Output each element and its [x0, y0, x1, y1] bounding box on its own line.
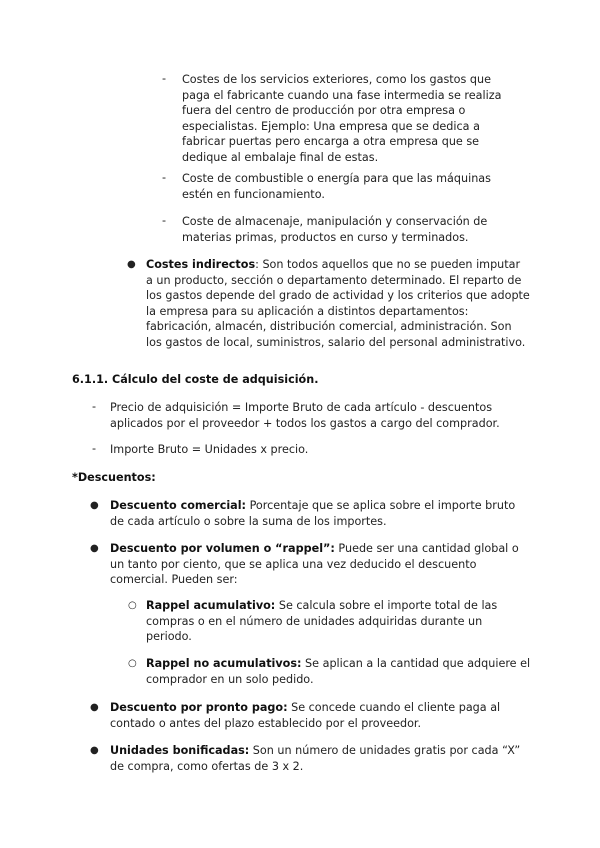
paragraph-descuento-comercial: [110, 498, 532, 529]
section-heading: 6.1.1. Cálculo del coste de adquisición.: [72, 373, 319, 386]
dash-marker: -: [92, 400, 97, 413]
paragraph-costes-indirectos: [146, 257, 530, 351]
dash-marker: -: [92, 442, 97, 455]
circle-marker: ○: [128, 600, 137, 611]
paragraph-rappel-acumulativo: [146, 598, 528, 645]
text-descuento-pronto-pago: Se concede cuando el cliente paga al contado o antes del plazo establecido por el proveedor.: [110, 701, 501, 730]
term-costes-indirectos: Costes indirectos: [146, 258, 256, 271]
formula-precio-adquisicion: Precio de adquisición = Importe Bruto de cada artículo - descuentos aplicados por el proveedor + todos los gastos a cargo del comprador.: [110, 401, 500, 430]
text-rappel-acumulativo: Se calcula sobre el importe total de las compras o en el número de unidades adquiridas durante un periodo.: [146, 599, 498, 644]
paragraph-rappel-no-acumulativo: [146, 656, 536, 687]
bullet-marker: ●: [127, 259, 136, 270]
text-descuento-volumen: Puede ser una cantidad global o un tanto por ciento, que se aplica una vez deducido el descuento comercial. Pueden ser:: [110, 542, 519, 587]
bullet-marker: ●: [90, 745, 99, 756]
term-descuento-pronto-pago: Descuento por pronto pago:: [110, 701, 288, 714]
list-item-coste-combustible: Coste de combustible o energía para que las máquinas estén en funcionamiento.: [182, 172, 491, 201]
list-item-costes-servicios: Costes de los servicios exteriores, como los gastos que paga el fabricante cuando una fase intermedia se realiza fuera del centro de producción por otra empresa o especialistas. Ejemplo: Una empresa que se dedica a fabricar puertas pero encarga a otra empresa que se dedique al embalaje final de estas.: [182, 73, 502, 164]
term-unidades-bonificadas: Unidades bonificadas:: [110, 744, 250, 757]
list-item-coste-almacenaje: Coste de almacenaje, manipulación y conservación de materias primas, productos en curso y terminados.: [182, 215, 488, 244]
descuentos-heading: *Descuentos:: [72, 471, 156, 484]
dash-marker: -: [162, 72, 167, 85]
circle-marker: ○: [128, 658, 137, 669]
term-descuento-comercial: Descuento comercial:: [110, 499, 247, 512]
term-rappel-no-acumulativo: Rappel no acumulativos:: [146, 657, 302, 670]
term-descuento-volumen: Descuento por volumen o “rappel”:: [110, 542, 335, 555]
text-costes-indirectos: : Son todos aquellos que no se pueden imputar a un producto, sección o departamento determinado. El reparto de los gastos depende del grado de actividad y los criterios que adopte la empresa para su aplicación a distintos departamentos: fabricación, almacén, distribución comercial, administración. Son los gastos de local, suministros, salario del personal administrativo.: [146, 258, 530, 349]
text-descuento-comercial: Porcentaje que se aplica sobre el importe bruto de cada artículo o sobre la suma de los importes.: [110, 499, 516, 528]
bullet-marker: ●: [90, 702, 99, 713]
term-rappel-acumulativo: Rappel acumulativo:: [146, 599, 276, 612]
text-rappel-no-acumulativo: Se aplican a la cantidad que adquiere el comprador en un solo pedido.: [146, 657, 531, 686]
text-unidades-bonificadas: Son un número de unidades gratis por cada “X” de compra, como ofertas de 3 x 2.: [110, 744, 521, 773]
bullet-marker: ●: [90, 500, 99, 511]
paragraph-unidades-bonificadas: [110, 743, 532, 774]
formula-importe-bruto: Importe Bruto = Unidades x precio.: [110, 443, 309, 456]
dash-marker: -: [162, 214, 167, 227]
paragraph-descuento-pronto-pago: [110, 700, 532, 731]
paragraph-descuento-volumen: [110, 541, 532, 588]
dash-marker: -: [162, 171, 167, 184]
bullet-marker: ●: [90, 543, 99, 554]
